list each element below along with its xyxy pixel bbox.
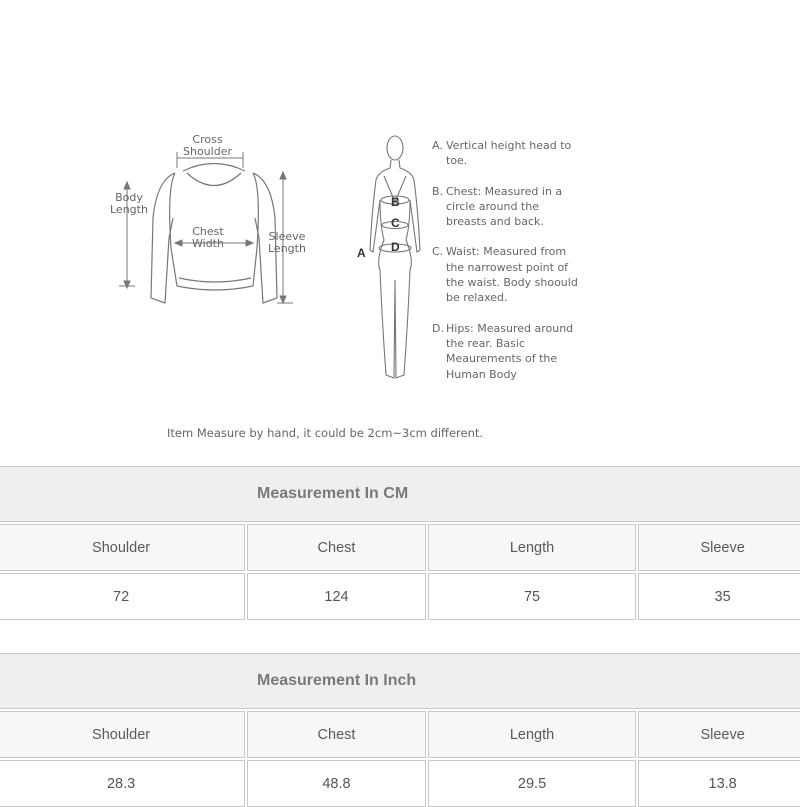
- table-row: [0, 573, 800, 620]
- column-header-chest: Chest: [247, 711, 426, 758]
- measurement-notes: [432, 138, 582, 397]
- body-letter-d: D: [391, 240, 400, 254]
- column-header-length: Length: [428, 711, 636, 758]
- body-length-label: Body Length: [110, 191, 148, 216]
- cell-sleeve: 35: [638, 573, 800, 620]
- table-title: Measurement In Inch: [0, 653, 800, 709]
- cell-chest: 124: [247, 573, 426, 620]
- table-cm: [0, 466, 800, 620]
- table-title: Measurement In CM: [0, 466, 800, 522]
- column-header-sleeve: Sleeve: [638, 524, 800, 571]
- body-letter-b: B: [391, 195, 400, 209]
- cross-shoulder-label: Cross Shoulder: [183, 133, 232, 158]
- note-d: D. Hips: Measured around the rear. Basic Meaurements of the Human Body: [432, 321, 574, 381]
- column-header-length: Length: [428, 524, 636, 571]
- column-header-shoulder: Shoulder: [0, 711, 245, 758]
- table-header-row: [0, 711, 800, 758]
- note-c: C. Waist: Measured from the narrowest point of the waist. Body shoould be relaxed.: [432, 245, 578, 305]
- cell-length: 29.5: [428, 760, 636, 807]
- note-a: A. Vertical height head to toe.: [432, 139, 572, 168]
- column-header-chest: Chest: [247, 524, 426, 571]
- cell-chest: 48.8: [247, 760, 426, 807]
- column-header-shoulder: Shoulder: [0, 524, 245, 571]
- table-inch: [0, 653, 800, 807]
- cell-shoulder: 28.3: [0, 760, 245, 807]
- cell-shoulder: 72: [0, 573, 245, 620]
- cell-sleeve: 13.8: [638, 760, 800, 807]
- note-b: B. Chest: Measured in a circle around the breasts and back.: [432, 184, 563, 229]
- chest-width-label: Chest Width: [192, 225, 224, 250]
- body-letter-c: C: [391, 216, 400, 230]
- column-header-sleeve: Sleeve: [638, 711, 800, 758]
- table-header-row: [0, 524, 800, 571]
- sleeve-length-label: Sleeve Length: [268, 230, 306, 255]
- body-letter-a: A: [357, 246, 366, 260]
- measure-disclaimer: Item Measure by hand, it could be 2cm~3cm different.: [167, 426, 484, 440]
- cell-length: 75: [428, 573, 636, 620]
